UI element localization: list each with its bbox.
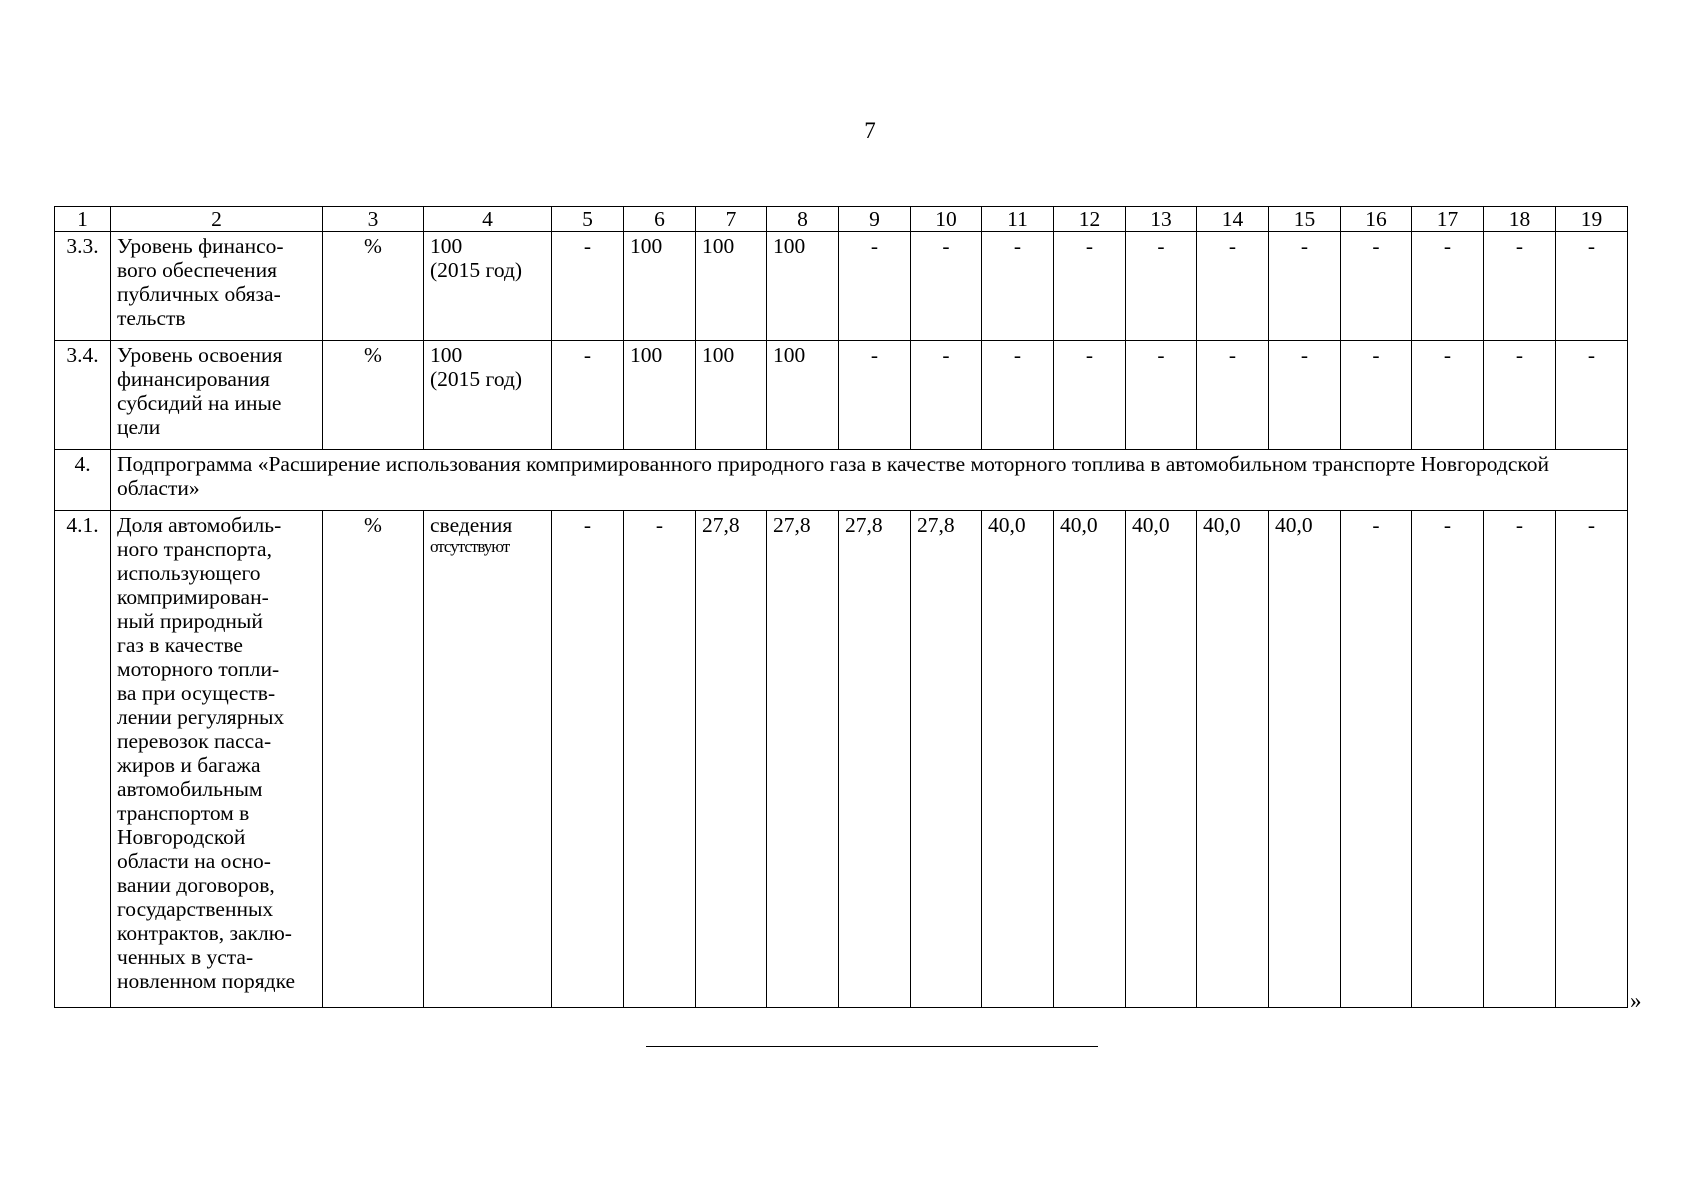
value-cell: 100 <box>767 232 839 341</box>
column-number: 19 <box>1556 207 1628 232</box>
value-cell: - <box>839 232 911 341</box>
value-cell: 40,0 <box>1269 511 1341 1008</box>
value-cell: - <box>1484 511 1556 1008</box>
value-cell: - <box>1269 232 1341 341</box>
value-cell: - <box>1341 232 1412 341</box>
column-number: 4 <box>424 207 552 232</box>
column-number: 9 <box>839 207 911 232</box>
value-cell: 100 <box>624 341 696 450</box>
table-row <box>55 232 1628 341</box>
value-cell: - <box>1412 341 1484 450</box>
value-cell: - <box>839 341 911 450</box>
row-number: 4.1. <box>55 511 111 1008</box>
value-cell: - <box>911 341 982 450</box>
column-number: 1 <box>55 207 111 232</box>
table-row <box>55 341 1628 450</box>
value-cell: 40,0 <box>1054 511 1126 1008</box>
column-number: 12 <box>1054 207 1126 232</box>
unit-cell: % <box>323 511 424 1008</box>
column-number: 3 <box>323 207 424 232</box>
value-cell: - <box>1484 232 1556 341</box>
value-cell: - <box>1269 341 1341 450</box>
value-cell: 40,0 <box>1126 511 1197 1008</box>
value-cell: 27,8 <box>767 511 839 1008</box>
value-cell: - <box>1412 511 1484 1008</box>
column-number: 2 <box>111 207 323 232</box>
indicators-table <box>54 206 1628 1008</box>
column-number: 8 <box>767 207 839 232</box>
base-value-line: сведения <box>430 513 513 537</box>
value-cell: - <box>982 232 1054 341</box>
column-number: 13 <box>1126 207 1197 232</box>
value-cell: - <box>1412 232 1484 341</box>
column-number: 6 <box>624 207 696 232</box>
value-cell: - <box>552 341 624 450</box>
value-cell: - <box>1054 232 1126 341</box>
value-cell: - <box>1556 511 1628 1008</box>
section-row <box>55 450 1628 511</box>
value-cell: 40,0 <box>1197 511 1269 1008</box>
value-cell: - <box>982 341 1054 450</box>
value-cell: 27,8 <box>839 511 911 1008</box>
value-cell: - <box>1556 232 1628 341</box>
value-cell: - <box>1556 341 1628 450</box>
column-number: 14 <box>1197 207 1269 232</box>
column-number: 7 <box>696 207 767 232</box>
value-cell: 100 <box>624 232 696 341</box>
table-row <box>55 511 1628 1008</box>
column-number: 5 <box>552 207 624 232</box>
unit-cell: % <box>323 341 424 450</box>
column-number: 18 <box>1484 207 1556 232</box>
page-number: 7 <box>864 118 876 143</box>
value-cell: 27,8 <box>696 511 767 1008</box>
base-value-cell: 100 (2015 год) <box>424 232 552 341</box>
value-cell: - <box>624 511 696 1008</box>
value-cell: - <box>1197 232 1269 341</box>
value-cell: 100 <box>696 341 767 450</box>
closing-quote: » <box>1630 988 1642 1013</box>
value-cell: - <box>1197 341 1269 450</box>
value-cell: - <box>1341 341 1412 450</box>
base-value-cell <box>424 511 552 1008</box>
indicator-name: Уровень финансо- вого обеспечения публичных обяза- тельств <box>111 232 323 341</box>
column-number: 10 <box>911 207 982 232</box>
value-cell: - <box>1341 511 1412 1008</box>
row-number: 3.4. <box>55 341 111 450</box>
base-value-cell: 100 (2015 год) <box>424 341 552 450</box>
unit-cell: % <box>323 232 424 341</box>
base-value-line: отсутствуют <box>430 537 510 556</box>
value-cell: - <box>1126 232 1197 341</box>
indicator-name: Уровень освоения финансирования субсидий на иные цели <box>111 341 323 450</box>
value-cell: 27,8 <box>911 511 982 1008</box>
value-cell: - <box>911 232 982 341</box>
value-cell: - <box>552 232 624 341</box>
value-cell: - <box>1126 341 1197 450</box>
value-cell: 40,0 <box>982 511 1054 1008</box>
section-title: Подпрограмма «Расширение использования компримированного природного газа в качестве моторного топлива в автомобильном транспорте Новгородской области» <box>111 450 1628 511</box>
section-number: 4. <box>55 450 111 511</box>
indicator-name: Доля автомобиль- ного транспорта, использующего компримирован- ный природный газ в качестве моторного топли- ва при осуществ- лении регулярных перевозок пасса- жиров и багажа автомобильным транспортом в Новгородской области на осно- вании договоров, государственных контрактов, заклю- ченных в уста- новленном порядке <box>111 511 323 1008</box>
row-number: 3.3. <box>55 232 111 341</box>
column-number: 11 <box>982 207 1054 232</box>
end-rule <box>646 1046 1098 1047</box>
value-cell: - <box>1054 341 1126 450</box>
value-cell: 100 <box>696 232 767 341</box>
column-number: 17 <box>1412 207 1484 232</box>
value-cell: - <box>552 511 624 1008</box>
column-number-row <box>55 207 1628 232</box>
value-cell: - <box>1484 341 1556 450</box>
value-cell: 100 <box>767 341 839 450</box>
column-number: 15 <box>1269 207 1341 232</box>
column-number: 16 <box>1341 207 1412 232</box>
